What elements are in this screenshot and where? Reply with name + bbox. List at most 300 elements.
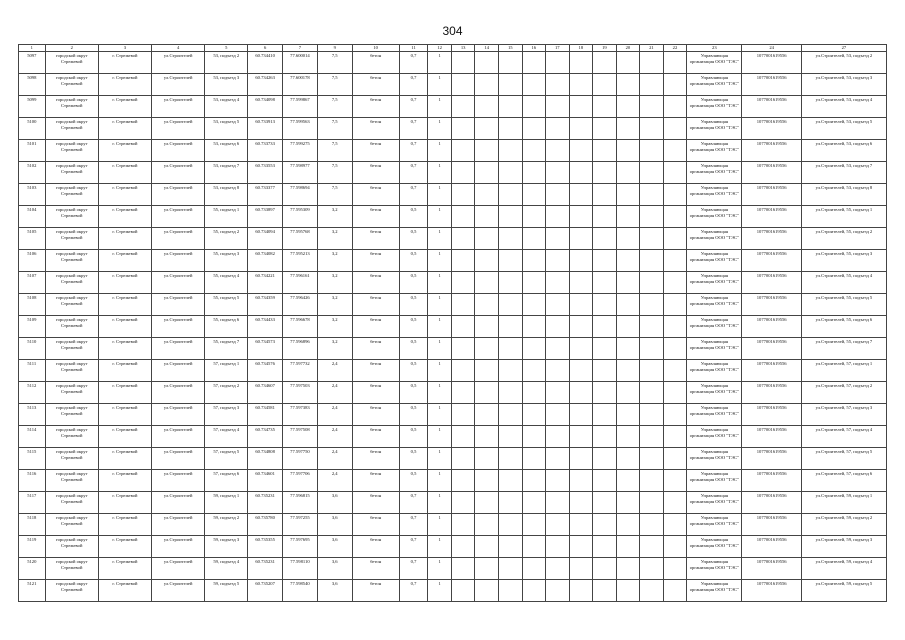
table-cell: 1 [428, 316, 452, 338]
table-cell: ул.Строителей, 55, подъезд 7 [801, 338, 886, 360]
table-cell: 1077001619556 [742, 404, 801, 426]
table-cell: 53, подъезд 4 [205, 96, 248, 118]
table-cell [475, 118, 499, 140]
table-cell [546, 470, 570, 492]
table-cell: ул.Строителей [152, 162, 205, 184]
table-cell [522, 404, 546, 426]
table-cell: ул.Строителей [152, 360, 205, 382]
table-cell: 3,2 [317, 294, 352, 316]
table-cell [640, 404, 664, 426]
table-cell [546, 558, 570, 580]
table-cell [451, 52, 475, 74]
table-cell: ул.Строителей, 59, подъезд 4 [801, 558, 886, 580]
table-cell: ул.Строителей [152, 52, 205, 74]
table-cell [616, 580, 640, 602]
table-cell: ул.Строителей, 59, подъезд 3 [801, 536, 886, 558]
table-cell: ул.Строителей [152, 558, 205, 580]
table-cell: бетон [352, 228, 399, 250]
table-cell: 60.733377 [248, 184, 283, 206]
table-cell: бетон [352, 558, 399, 580]
table-cell: 57, подъезд 5 [205, 448, 248, 470]
table-cell [640, 470, 664, 492]
table-cell [593, 404, 617, 426]
table-row [19, 206, 887, 228]
table-cell [616, 492, 640, 514]
table-cell: 1077001619556 [742, 272, 801, 294]
table-row [19, 382, 887, 404]
table-cell [498, 492, 522, 514]
table-cell: бетон [352, 536, 399, 558]
table-cell: 77.597750 [283, 448, 318, 470]
table-cell: Управляющая организация ООО "ТЭС" [687, 426, 742, 448]
table-cell: 5109 [19, 316, 46, 338]
table-cell: 1 [428, 184, 452, 206]
table-row [19, 514, 887, 536]
table-cell [498, 250, 522, 272]
table-cell [522, 52, 546, 74]
table-cell [663, 96, 687, 118]
table-cell [451, 558, 475, 580]
table-cell [640, 52, 664, 74]
table-row [19, 96, 887, 118]
table-cell: ул.Строителей, 57, подъезд 4 [801, 426, 886, 448]
table-cell [498, 140, 522, 162]
table-cell [640, 140, 664, 162]
table-cell: 1 [428, 206, 452, 228]
table-cell [593, 162, 617, 184]
table-cell: 57, подъезд 6 [205, 470, 248, 492]
table-cell [640, 426, 664, 448]
table-cell: 1077001619556 [742, 536, 801, 558]
table-cell: г. Стрежевой [98, 338, 151, 360]
table-cell: ул.Строителей, 53, подъезд 2 [801, 52, 886, 74]
table-cell: 0,7 [399, 580, 428, 602]
table-cell [616, 448, 640, 470]
table-cell [616, 118, 640, 140]
table-cell: Управляющая организация ООО "ТЭС" [687, 536, 742, 558]
table-cell: г. Стрежевой [98, 272, 151, 294]
table-cell: 60.733733 [248, 140, 283, 162]
table-cell [475, 96, 499, 118]
table-cell [593, 272, 617, 294]
table-cell: 1077001619556 [742, 514, 801, 536]
table-cell: 3,6 [317, 492, 352, 514]
table-cell [663, 74, 687, 96]
table-cell [498, 118, 522, 140]
table-cell: ул.Строителей, 55, подъезд 3 [801, 250, 886, 272]
table-cell: г. Стрежевой [98, 426, 151, 448]
table-cell: ул.Строителей, 53, подъезд 3 [801, 74, 886, 96]
table-cell: 53, подъезд 6 [205, 140, 248, 162]
table-cell [522, 206, 546, 228]
table-cell: 1 [428, 580, 452, 602]
table-cell [593, 338, 617, 360]
table-cell: 1 [428, 228, 452, 250]
table-cell [569, 448, 593, 470]
table-cell [498, 316, 522, 338]
table-cell [522, 514, 546, 536]
table-cell [546, 382, 570, 404]
table-cell: ул.Строителей [152, 580, 205, 602]
table-cell: ул.Строителей, 53, подъезд 8 [801, 184, 886, 206]
table-cell: г. Стрежевой [98, 382, 151, 404]
table-cell [475, 448, 499, 470]
table-cell: 1 [428, 382, 452, 404]
table-cell [522, 382, 546, 404]
table-row [19, 580, 887, 602]
table-cell: Управляющая организация ООО "ТЭС" [687, 52, 742, 74]
table-cell: ул.Строителей, 59, подъезд 1 [801, 492, 886, 514]
table-cell [475, 206, 499, 228]
table-cell [522, 470, 546, 492]
table-row [19, 492, 887, 514]
table-cell: 77.597695 [283, 536, 318, 558]
table-cell: ул.Строителей, 59, подъезд 2 [801, 514, 886, 536]
table-cell [569, 426, 593, 448]
table-cell [593, 470, 617, 492]
table-cell: 7,5 [317, 74, 352, 96]
table-cell: 1 [428, 294, 452, 316]
table-cell: городской округ Стрежевой [45, 272, 98, 294]
table-cell [663, 140, 687, 162]
table-cell [616, 184, 640, 206]
table-cell [451, 272, 475, 294]
table-cell [616, 294, 640, 316]
table-cell: городской округ Стрежевой [45, 426, 98, 448]
table-cell: 7,5 [317, 96, 352, 118]
table-cell [593, 206, 617, 228]
table-cell [546, 338, 570, 360]
table-cell [498, 294, 522, 316]
table-cell [593, 426, 617, 448]
table-cell [663, 404, 687, 426]
table-cell: 0,5 [399, 470, 428, 492]
table-cell [593, 118, 617, 140]
table-cell [616, 558, 640, 580]
table-cell: 77.596426 [283, 294, 318, 316]
table-cell: городской округ Стрежевой [45, 536, 98, 558]
table-cell [640, 294, 664, 316]
table-cell: бетон [352, 382, 399, 404]
table-cell: г. Стрежевой [98, 316, 151, 338]
table-cell: ул.Строителей [152, 492, 205, 514]
table-cell [569, 580, 593, 602]
table-cell: 1077001619556 [742, 382, 801, 404]
table-cell: 77.600178 [283, 74, 318, 96]
table-cell: 1077001619556 [742, 470, 801, 492]
table-cell [498, 426, 522, 448]
table-cell: 0,5 [399, 448, 428, 470]
table-cell: 1077001619556 [742, 426, 801, 448]
table-cell [640, 118, 664, 140]
table-cell [593, 316, 617, 338]
table-cell: г. Стрежевой [98, 228, 151, 250]
table-cell [451, 514, 475, 536]
table-cell: 60.734094 [248, 228, 283, 250]
table-cell: городской округ Стрежевой [45, 382, 98, 404]
table-cell [451, 74, 475, 96]
table-cell: 1077001619556 [742, 360, 801, 382]
table-cell [522, 426, 546, 448]
table-cell: Управляющая организация ООО "ТЭС" [687, 272, 742, 294]
table-cell [663, 118, 687, 140]
table-row [19, 426, 887, 448]
table-cell: ул.Строителей, 57, подъезд 6 [801, 470, 886, 492]
column-header: 12 [428, 45, 452, 52]
table-cell: 1077001619556 [742, 492, 801, 514]
table-cell: городской округ Стрежевой [45, 294, 98, 316]
table-cell [522, 536, 546, 558]
table-body [19, 52, 887, 602]
table-cell [451, 316, 475, 338]
table-cell: 1 [428, 272, 452, 294]
table-cell: 57, подъезд 1 [205, 360, 248, 382]
table-cell: ул.Строителей [152, 514, 205, 536]
table-cell: 5117 [19, 492, 46, 514]
table-cell: 60.733913 [248, 118, 283, 140]
table-cell [498, 184, 522, 206]
table-row [19, 558, 887, 580]
table-cell [640, 206, 664, 228]
table-cell: городской округ Стрежевой [45, 162, 98, 184]
table-cell: 77.598694 [283, 184, 318, 206]
table-cell [475, 580, 499, 602]
table-cell: городской округ Стрежевой [45, 118, 98, 140]
table-cell [569, 514, 593, 536]
table-cell: 60.734433 [248, 316, 283, 338]
table-cell: 5121 [19, 580, 46, 602]
table-cell: 77.598540 [283, 580, 318, 602]
table-cell: 1 [428, 448, 452, 470]
table-cell: 55, подъезд 5 [205, 294, 248, 316]
table-cell [616, 536, 640, 558]
table-cell [451, 382, 475, 404]
table-cell: 5102 [19, 162, 46, 184]
column-header: 14 [475, 45, 499, 52]
table-cell [546, 52, 570, 74]
table-cell: бетон [352, 294, 399, 316]
table-cell: 0,7 [399, 514, 428, 536]
table-cell [593, 558, 617, 580]
table-cell: 5098 [19, 74, 46, 96]
table-cell [498, 536, 522, 558]
table-cell: ул.Строителей, 53, подъезд 6 [801, 140, 886, 162]
table-cell: ул.Строителей, 57, подъезд 1 [801, 360, 886, 382]
table-cell: 59, подъезд 1 [205, 492, 248, 514]
table-cell [498, 162, 522, 184]
table-cell [569, 96, 593, 118]
table-cell: 77.599867 [283, 96, 318, 118]
table-cell: бетон [352, 140, 399, 162]
table-cell [475, 52, 499, 74]
table-cell [475, 404, 499, 426]
table-cell: 59, подъезд 5 [205, 580, 248, 602]
table-cell [522, 338, 546, 360]
table-cell: 1 [428, 426, 452, 448]
table-cell: 5118 [19, 514, 46, 536]
table-cell [475, 272, 499, 294]
table-cell: 60.733553 [248, 162, 283, 184]
table-cell: 1077001619556 [742, 580, 801, 602]
table-cell: ул.Строителей [152, 316, 205, 338]
table-cell: 77.597706 [283, 470, 318, 492]
table-cell [451, 404, 475, 426]
table-cell: 5101 [19, 140, 46, 162]
table-cell: городской округ Стрежевой [45, 360, 98, 382]
table-cell: 0,5 [399, 404, 428, 426]
table-cell [451, 338, 475, 360]
table-cell: бетон [352, 492, 399, 514]
table-cell: бетон [352, 118, 399, 140]
table-cell [640, 272, 664, 294]
table-cell [475, 360, 499, 382]
table-cell [475, 338, 499, 360]
table-cell: 55, подъезд 4 [205, 272, 248, 294]
table-cell [663, 514, 687, 536]
table-cell: г. Стрежевой [98, 360, 151, 382]
table-cell: 0,5 [399, 316, 428, 338]
table-cell: Управляющая организация ООО "ТЭС" [687, 74, 742, 96]
table-cell: бетон [352, 272, 399, 294]
table-cell: 59, подъезд 2 [205, 514, 248, 536]
table-cell: ул.Строителей [152, 470, 205, 492]
table-cell: 5114 [19, 426, 46, 448]
table-cell [569, 536, 593, 558]
column-header: 10 [352, 45, 399, 52]
table-cell [616, 228, 640, 250]
table-cell: Управляющая организация ООО "ТЭС" [687, 514, 742, 536]
column-header: 13 [451, 45, 475, 52]
table-cell: Управляющая организация ООО "ТЭС" [687, 250, 742, 272]
table-cell: 60.734808 [248, 448, 283, 470]
table-cell: 77.599563 [283, 118, 318, 140]
table-cell [522, 360, 546, 382]
table-cell [475, 140, 499, 162]
table-cell [475, 294, 499, 316]
table-cell [663, 338, 687, 360]
column-header: 22 [663, 45, 687, 52]
table-cell [569, 162, 593, 184]
table-cell: Управляющая организация ООО "ТЭС" [687, 96, 742, 118]
table-cell: городской округ Стрежевой [45, 338, 98, 360]
table-cell: Управляющая организация ООО "ТЭС" [687, 382, 742, 404]
table-cell: 5106 [19, 250, 46, 272]
table-cell [546, 206, 570, 228]
table-cell [616, 162, 640, 184]
table-cell: 77.597732 [283, 360, 318, 382]
table-cell: 60.734573 [248, 338, 283, 360]
table-cell: городской округ Стрежевой [45, 492, 98, 514]
table-cell [663, 470, 687, 492]
column-header: 27 [801, 45, 886, 52]
table-cell: 60.735231 [248, 558, 283, 580]
table-cell [616, 52, 640, 74]
table-cell [663, 294, 687, 316]
table-cell: 60.734098 [248, 96, 283, 118]
table-cell [616, 514, 640, 536]
table-cell: Управляющая организация ООО "ТЭС" [687, 140, 742, 162]
table-cell [593, 492, 617, 514]
table-cell: городской округ Стрежевой [45, 140, 98, 162]
table-cell: 77.598110 [283, 558, 318, 580]
table-cell: ул.Строителей [152, 536, 205, 558]
table-cell [498, 206, 522, 228]
table-cell: 0,5 [399, 294, 428, 316]
column-header: 9 [317, 45, 352, 52]
table-cell: 1 [428, 162, 452, 184]
table-cell [569, 272, 593, 294]
table-row [19, 536, 887, 558]
table-cell [616, 206, 640, 228]
table-cell: ул.Строителей [152, 426, 205, 448]
table-cell [593, 52, 617, 74]
table-row [19, 272, 887, 294]
table-cell: 5120 [19, 558, 46, 580]
table-cell: 0,7 [399, 52, 428, 74]
table-cell [522, 492, 546, 514]
table-cell: ул.Строителей [152, 382, 205, 404]
table-cell [640, 536, 664, 558]
table-cell: Управляющая организация ООО "ТЭС" [687, 316, 742, 338]
table-cell: 1 [428, 338, 452, 360]
table-cell: ул.Строителей, 55, подъезд 5 [801, 294, 886, 316]
table-cell [451, 294, 475, 316]
table-cell: 1 [428, 96, 452, 118]
table-row [19, 316, 887, 338]
column-header: 7 [283, 45, 318, 52]
table-cell [663, 492, 687, 514]
table-cell: 5104 [19, 206, 46, 228]
table-cell: 55, подъезд 7 [205, 338, 248, 360]
table-cell [546, 360, 570, 382]
column-header: 11 [399, 45, 428, 52]
table-cell [546, 162, 570, 184]
table-cell [569, 140, 593, 162]
table-cell: бетон [352, 96, 399, 118]
table-cell: 1077001619556 [742, 74, 801, 96]
table-cell [498, 382, 522, 404]
table-cell [451, 580, 475, 602]
table-cell [616, 470, 640, 492]
table-cell [475, 514, 499, 536]
table-cell: 2,4 [317, 470, 352, 492]
table-cell [451, 228, 475, 250]
table-cell: ул.Строителей, 55, подъезд 4 [801, 272, 886, 294]
table-cell: 55, подъезд 3 [205, 250, 248, 272]
table-cell: 1077001619556 [742, 96, 801, 118]
table-cell: г. Стрежевой [98, 580, 151, 602]
table-cell: 2,4 [317, 426, 352, 448]
table-cell: Управляющая организация ООО "ТЭС" [687, 360, 742, 382]
table-cell: 1 [428, 118, 452, 140]
table-cell [451, 536, 475, 558]
table-row [19, 52, 887, 74]
table-cell [640, 360, 664, 382]
table-cell: Управляющая организация ООО "ТЭС" [687, 206, 742, 228]
table-cell [663, 536, 687, 558]
table-cell [616, 382, 640, 404]
table-cell: 1 [428, 492, 452, 514]
table-cell: г. Стрежевой [98, 52, 151, 74]
table-cell [522, 74, 546, 96]
table-cell: ул.Строителей, 53, подъезд 5 [801, 118, 886, 140]
table-cell [546, 184, 570, 206]
table-cell [451, 118, 475, 140]
table-cell: ул.Строителей [152, 338, 205, 360]
table-cell: бетон [352, 470, 399, 492]
table-cell: 0,5 [399, 206, 428, 228]
table-cell: бетон [352, 404, 399, 426]
